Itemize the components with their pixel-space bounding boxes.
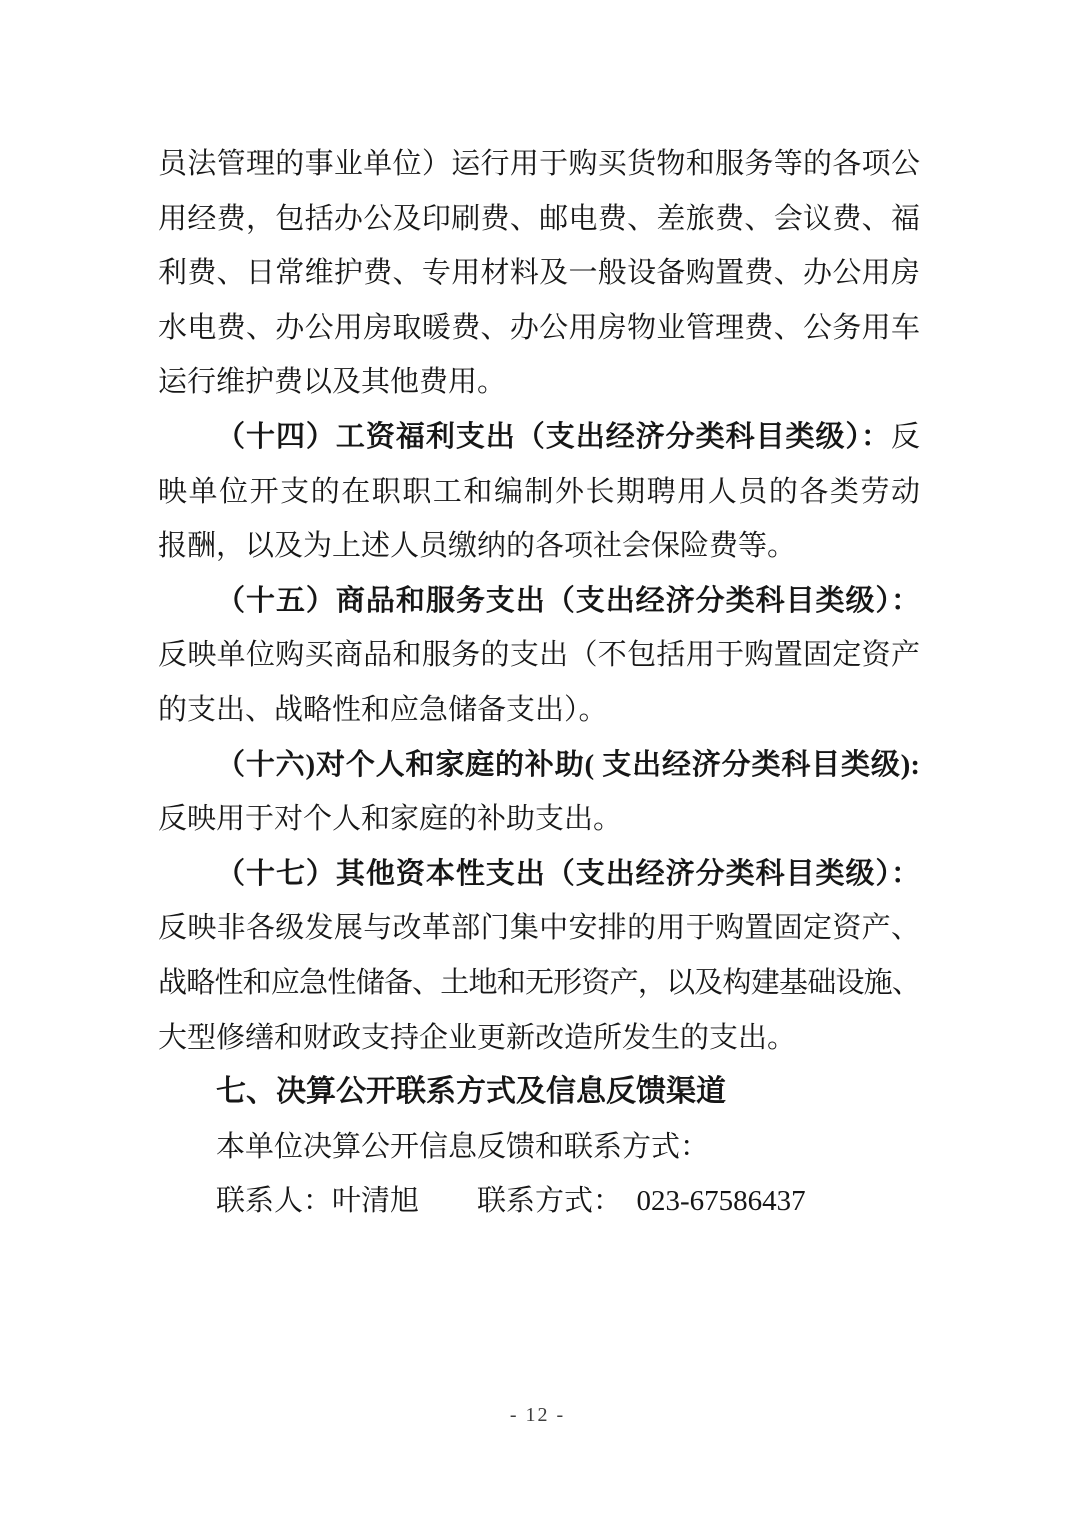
section-heading xyxy=(158,1065,920,1120)
text-line xyxy=(158,355,920,410)
text-segment: 反映单位购买商品和服务的支出（不包括用于购置固定资产 xyxy=(158,639,920,672)
text-segment: 战略性和应急性储备、土地和无形资产，以及构建基础设施、 xyxy=(158,966,920,999)
text-segment: 反映用于对个人和家庭的补助支出。 xyxy=(158,803,623,836)
text-segment: 报酬，以及为上述人员缴纳的各项社会保险费等。 xyxy=(158,530,797,563)
document-body xyxy=(158,137,920,1229)
contact-line xyxy=(158,1174,920,1229)
text-segment: 水电费、办公用房取暖费、办公用房物业管理费、公务用车 xyxy=(158,311,920,344)
text-segment: 映单位开支的在职职工和编制外长期聘用人员的各类劳动 xyxy=(158,475,920,508)
bold-text-segment: （十五）商品和服务支出（支出经济分类科目类级）： xyxy=(216,584,920,617)
text-line xyxy=(158,301,920,356)
bold-text-segment: 七、决算公开联系方式及信息反馈渠道 xyxy=(216,1075,726,1109)
text-segment: 反映非各级发展与改革部门集中安排的用于购置固定资产、 xyxy=(158,912,920,945)
bold-text-segment: （十四）工资福利支出（支出经济分类科目类级）： xyxy=(216,420,891,453)
text-segment: 本单位决算公开信息反馈和联系方式： xyxy=(216,1130,710,1163)
text-line xyxy=(158,1120,920,1175)
text-segment: 反 xyxy=(890,420,920,453)
text-line xyxy=(158,574,920,629)
text-line xyxy=(158,792,920,847)
text-segment: 运行维护费以及其他费用。 xyxy=(158,366,507,399)
text-line xyxy=(158,1011,920,1066)
text-line xyxy=(158,137,920,192)
text-segment: 大型修缮和财政支持企业更新改造所发生的支出。 xyxy=(158,1021,797,1054)
text-segment: 员法管理的事业单位）运行用于购买货物和服务等的各项公 xyxy=(158,148,920,180)
text-line xyxy=(158,847,920,902)
text-segment: 联系人：叶清旭 联系方式： 023-67586437 xyxy=(216,1185,806,1218)
text-line xyxy=(158,246,920,301)
text-segment: 的支出、战略性和应急储备支出）。 xyxy=(158,693,608,726)
text-line xyxy=(158,628,920,683)
text-line xyxy=(158,519,920,574)
bold-text-segment: （十六)对个人和家庭的补助( 支出经济分类科目类级): xyxy=(216,748,920,781)
text-line xyxy=(158,683,920,738)
page-number: - 12 - xyxy=(509,1404,566,1426)
text-line xyxy=(158,901,920,956)
text-line xyxy=(158,738,920,793)
text-segment: 用经费，包括办公及印刷费、邮电费、差旅费、会议费、福 xyxy=(158,202,920,235)
text-segment: 利费、日常维护费、专用材料及一般设备购置费、办公用房 xyxy=(158,257,920,290)
text-line xyxy=(158,410,920,465)
text-line xyxy=(158,465,920,520)
text-line xyxy=(158,956,920,1011)
bold-text-segment: （十七）其他资本性支出（支出经济分类科目类级）： xyxy=(216,857,920,890)
text-line xyxy=(158,192,920,247)
